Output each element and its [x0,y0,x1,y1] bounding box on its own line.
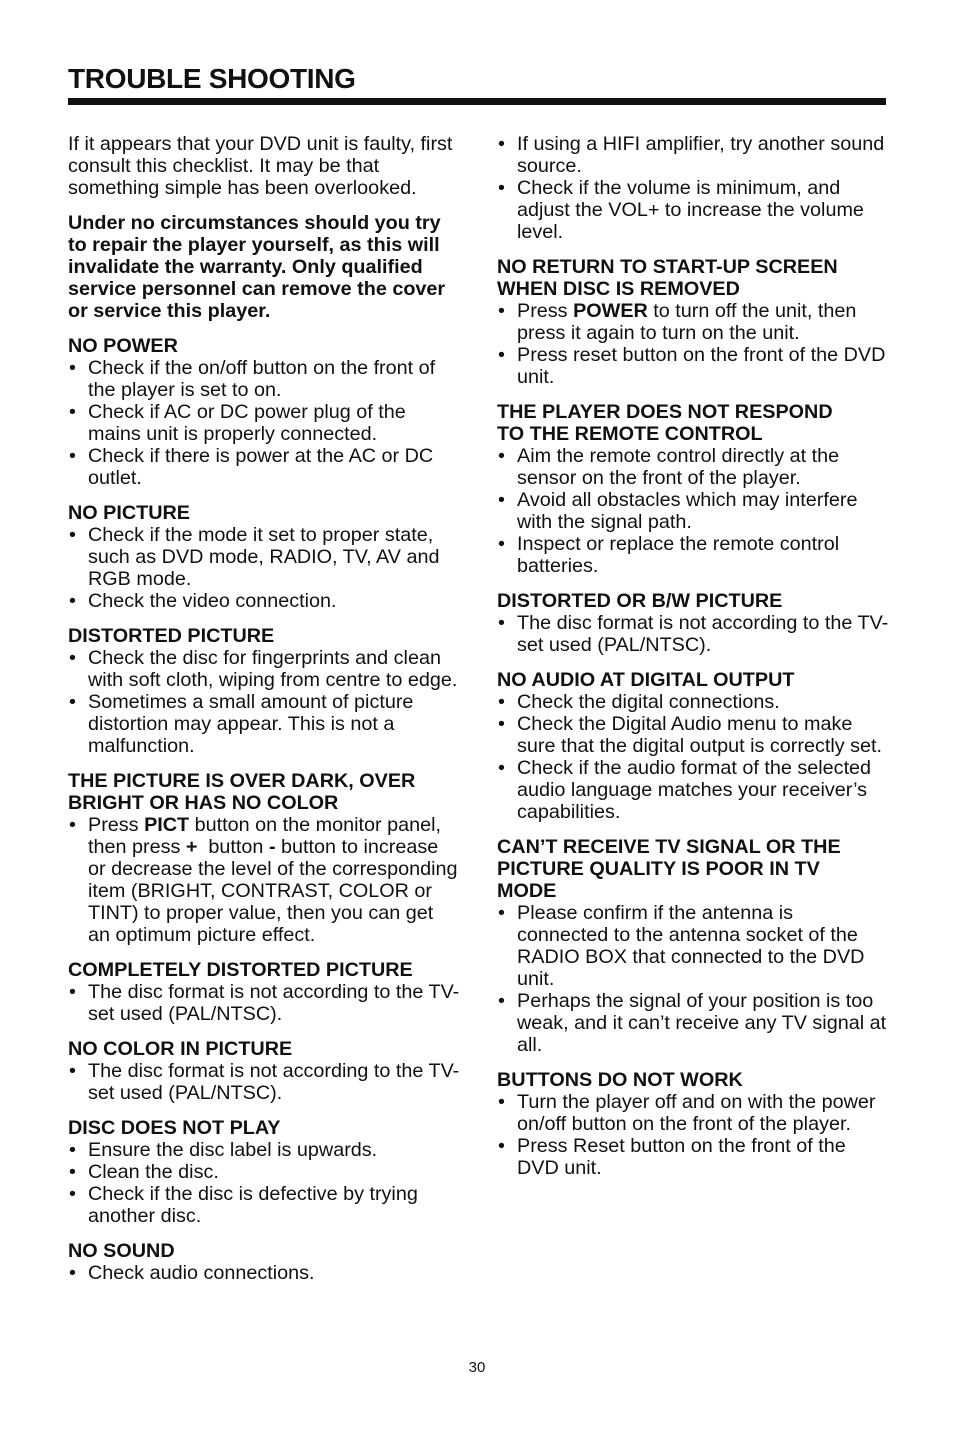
list-item: • Check if the on/off button on the front of the player is set to on. [69,357,436,401]
list-item: • Press POWER to turn off the unit, then press it again to turn on the unit. [498,300,857,344]
list-item: • The disc format is not according to the TV-set used (PAL/NTSC). [69,1060,460,1104]
right-column [497,133,889,1192]
section-heading: NO AUDIO AT DIGITAL OUTPUT [497,669,795,691]
bullet-list [68,1060,460,1104]
list-item: • Press reset button on the front of the DVD unit. [498,344,886,388]
section-heading: NO RETURN TO START-UP SCREEN WHEN DISC IS REMOVED [497,256,838,300]
section-heading: DISTORTED PICTURE [68,625,275,647]
bullet-list [497,902,889,1056]
section-no-sound [68,1240,460,1284]
section-disc-not-play [68,1117,460,1227]
bullet-list [68,1139,460,1227]
section-heading: THE PICTURE IS OVER DARK, OVER BRIGHT OR HAS NO COLOR [68,770,416,814]
list-item: • Check audio connections. [69,1262,315,1284]
section-heading: THE PLAYER DOES NOT RESPOND TO THE REMOTE CONTROL [497,401,833,445]
section-heading: NO POWER [68,335,178,357]
list-item: • Check the digital connections. [498,691,780,713]
page-number: 30 [468,1359,486,1376]
section-heading: BUTTONS DO NOT WORK [497,1069,743,1091]
section-distorted-picture [68,625,460,757]
list-item: • Check if the mode it set to proper state, such as DVD mode, RADIO, TV, AV and RGB mode. [69,524,440,590]
section-no-audio-digital [497,669,889,823]
title-rule [68,98,886,105]
bullet-list [497,612,889,656]
list-item: • Check the disc for fingerprints and clean with soft cloth, wiping from centre to edge. [69,647,458,691]
section-over-dark [68,770,460,946]
list-item: • Perhaps the signal of your position is too weak, and it can’t receive any TV signal at all. [498,990,887,1056]
list-item: • Check if AC or DC power plug of the mains unit is properly connected. [69,401,406,445]
bullet-list [68,981,460,1025]
section-heading: DISTORTED OR B/W PICTURE [497,590,783,612]
list-item: • Press Reset button on the front of the DVD unit. [498,1135,846,1179]
intro-paragraph: If it appears that your DVD unit is faulty, first consult this checklist. It may be that something simple has been overlooked. [68,133,453,199]
section-no-sound-continued [497,133,889,243]
list-item: • Avoid all obstacles which may interfere with the signal path. [498,489,858,533]
list-item: • Check the Digital Audio menu to make sure that the digital output is correctly set. [498,713,883,757]
section-no-picture [68,502,460,612]
list-item: • The disc format is not according to the TV-set used (PAL/NTSC). [498,612,889,656]
list-item: • Inspect or replace the remote control batteries. [498,533,840,577]
list-item: • Aim the remote control directly at the sensor on the front of the player. [498,445,840,489]
bullet-list [68,357,460,489]
bullet-list [68,524,460,612]
section-no-return [497,256,889,388]
list-item: • Please confirm if the antenna is connected to the antenna socket of the RADIO BOX that connected to the DVD unit. [498,902,865,990]
section-buttons [497,1069,889,1179]
list-item: • Turn the player off and on with the power on/off button on the front of the player. [498,1091,876,1135]
left-column [68,133,460,1297]
list-item: • Clean the disc. [69,1161,219,1183]
bullet-list [497,691,889,823]
list-item: • Press PICT button on the monitor panel, then press + button - button to increase or decrease the level of the corresponding item (BRIGHT, CONTRAST, COLOR or TINT) to proper value, then you can get an optimum picture effect. [69,814,458,946]
section-tv-signal [497,836,889,1056]
list-item: • Check if the audio format of the selected audio language matches your receiver’s capabilities. [498,757,872,823]
bullet-list [497,1091,889,1179]
section-heading: COMPLETELY DISTORTED PICTURE [68,959,413,981]
section-heading: NO SOUND [68,1240,175,1262]
section-no-respond [497,401,889,577]
bullet-list [68,1262,460,1284]
bullet-list [497,300,889,388]
section-no-color [68,1038,460,1104]
list-item: • Ensure the disc label is upwards. [69,1139,378,1161]
section-heading: NO COLOR IN PICTURE [68,1038,293,1060]
warning-paragraph: Under no circumstances should you try to repair the player yourself, as this will invalidate the warranty. Only qualified service personnel can remove the cover or service this player. [68,212,446,322]
section-heading: DISC DOES NOT PLAY [68,1117,281,1139]
section-heading: NO PICTURE [68,502,190,524]
list-item: • The disc format is not according to the TV-set used (PAL/NTSC). [69,981,460,1025]
bullet-list [68,814,460,946]
section-no-power [68,335,460,489]
bullet-list [497,133,889,243]
section-completely-distorted [68,959,460,1025]
list-item: • Check if there is power at the AC or DC outlet. [69,445,434,489]
section-heading: CAN’T RECEIVE TV SIGNAL OR THE PICTURE QUALITY IS POOR IN TV MODE [497,836,841,902]
list-item: • Check if the volume is minimum, and adjust the VOL+ to increase the volume level. [498,177,864,243]
list-item: • If using a HIFI amplifier, try another sound source. [498,133,885,177]
page-title: TROUBLE SHOOTING [68,63,356,94]
bullet-list [68,647,460,757]
list-item: • Sometimes a small amount of picture distortion may appear. This is not a malfunction. [69,691,414,757]
section-distorted-bw [497,590,889,656]
list-item: • Check the video connection. [69,590,337,612]
list-item: • Check if the disc is defective by trying another disc. [69,1183,418,1227]
bullet-list [497,445,889,577]
